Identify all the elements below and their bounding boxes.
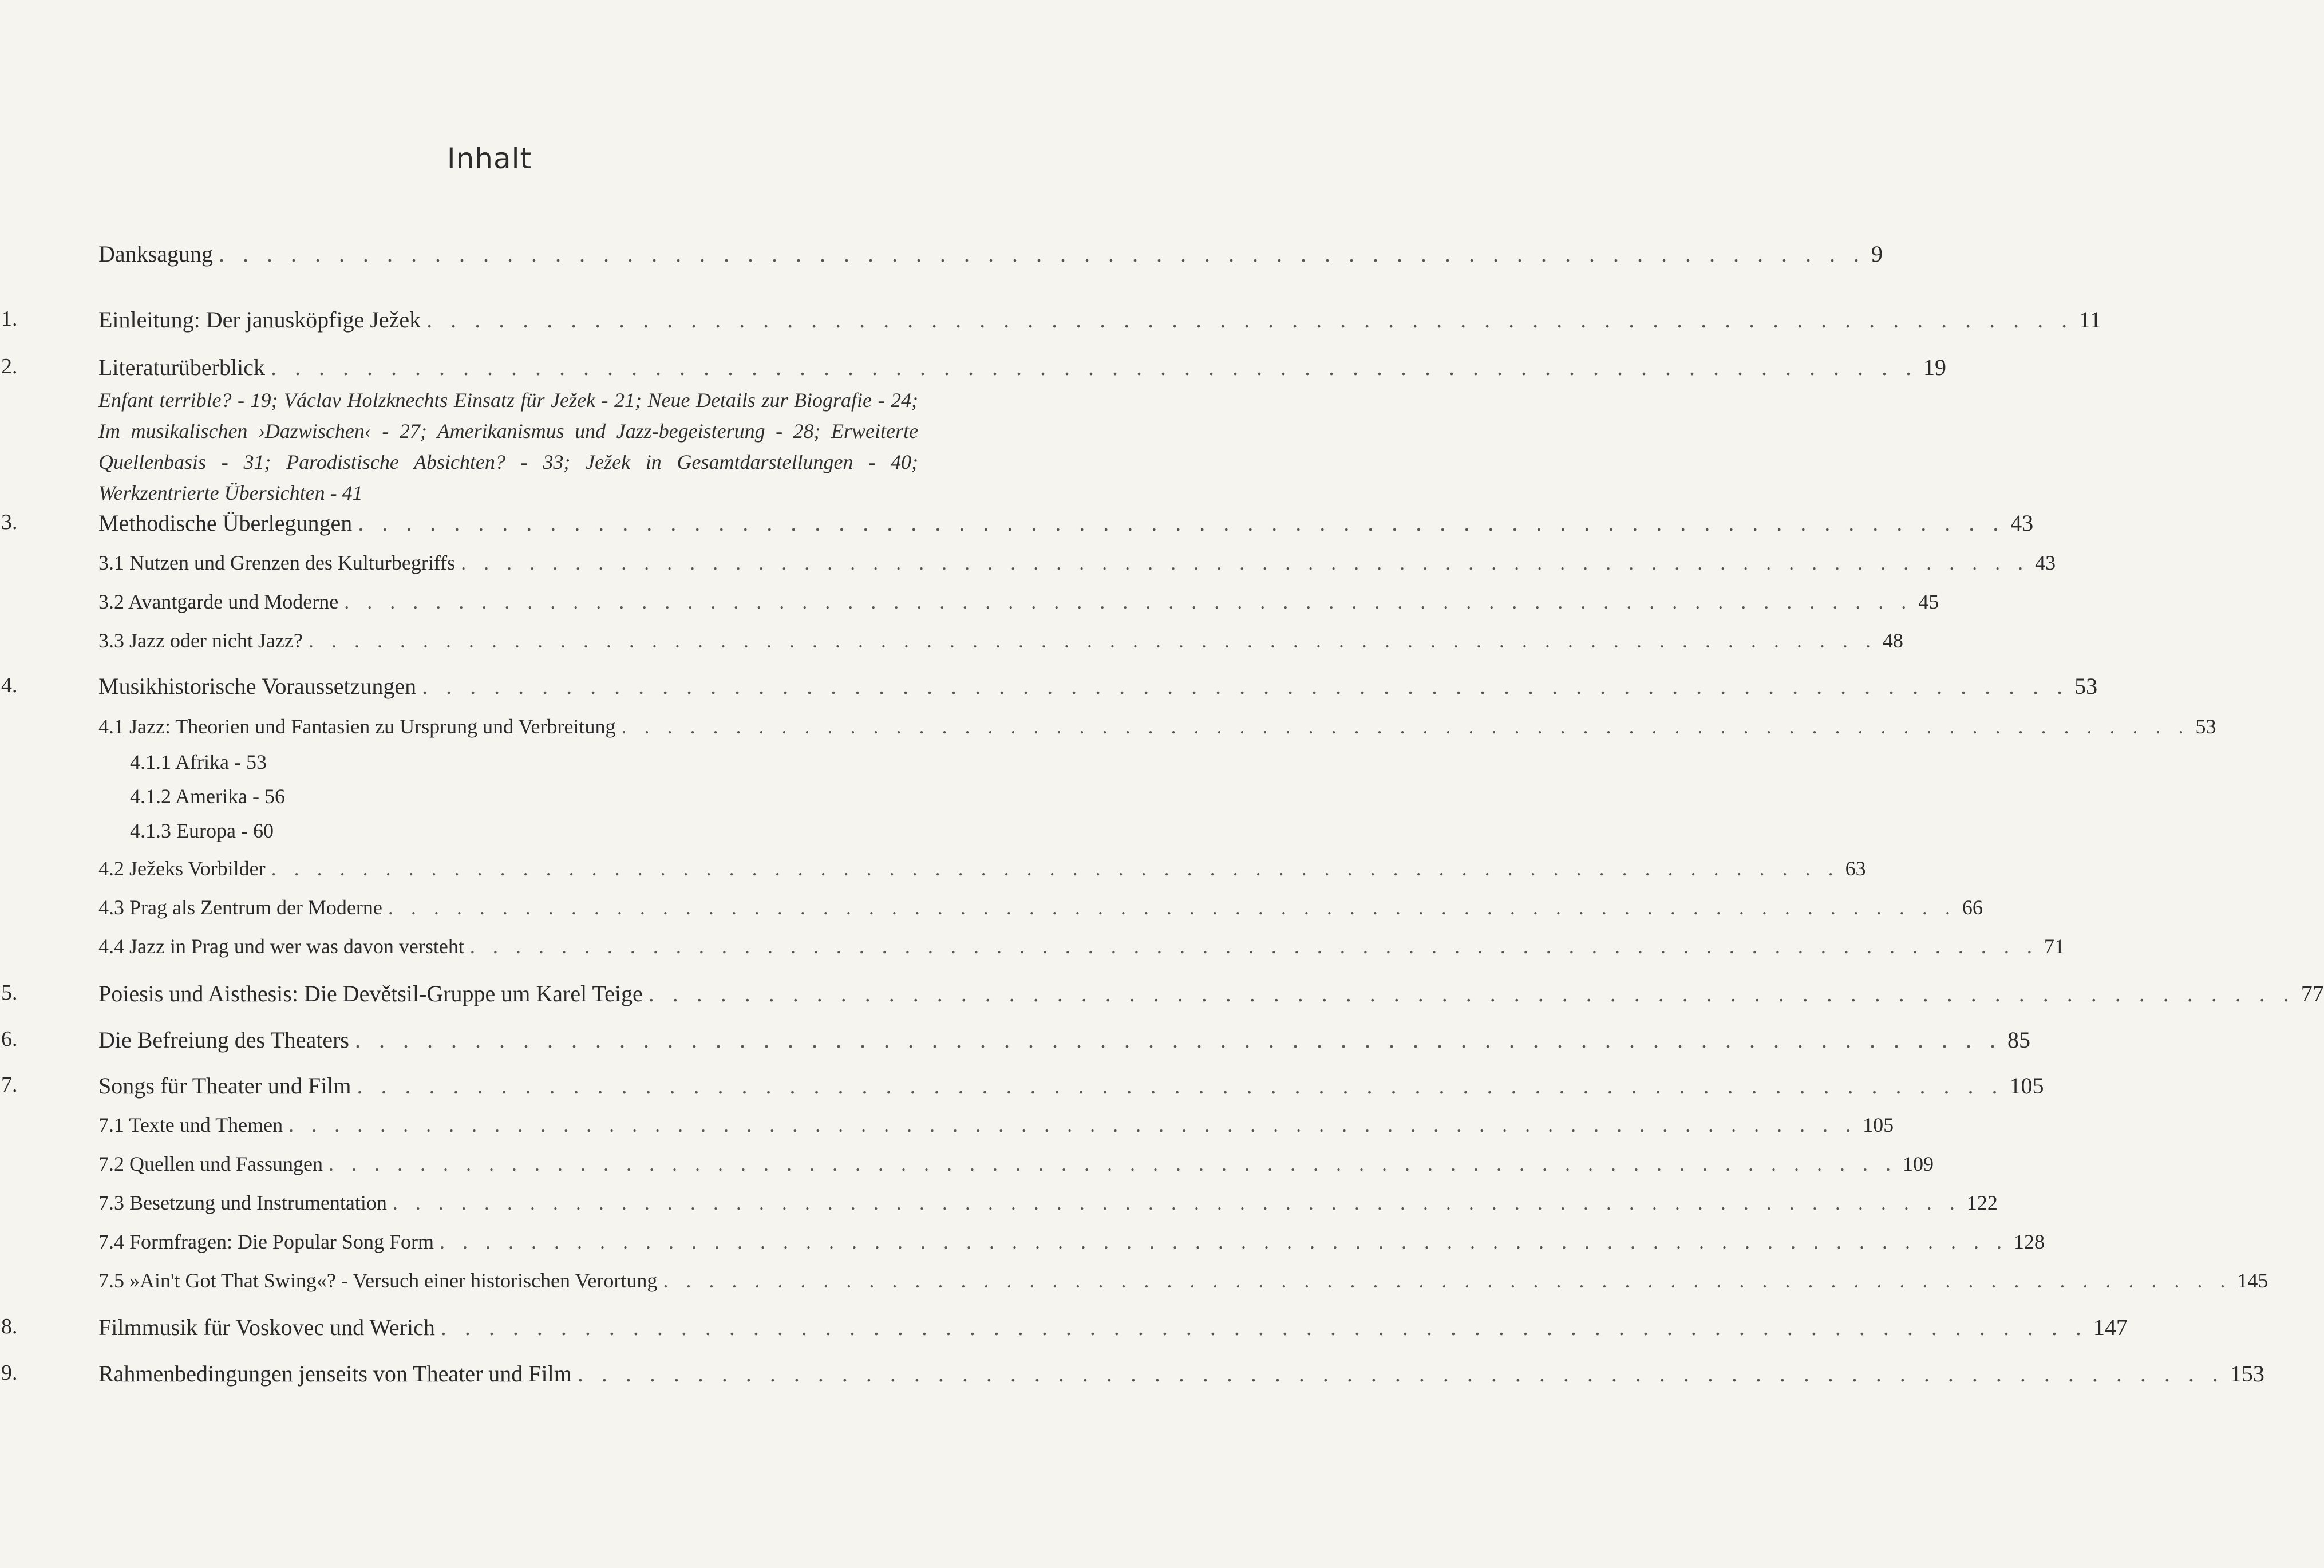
toc-entry-4-1-1: 4.1.1 Afrika - 53: [130, 751, 267, 773]
toc-entry-6: [1, 1026, 2030, 1061]
toc-page-number: 109: [1902, 1152, 1934, 1175]
toc-page-number: 147: [2093, 1314, 2128, 1340]
toc-leader: . . . . . . . . . . . . . . . . . . . . . . . . . . . . . . . . . . . . . . . . . . . . . . . . . . . . . . . . . . . . . . . . . . . . .: [355, 1027, 2002, 1053]
toc-entry-4-3: [98, 895, 1983, 930]
toc-leader: . . . . . . . . . . . . . . . . . . . . . . . . . . . . . . . . . . . . . . . . . . . . . . . . . . . . . . . . . . . . . . . . . . . . .: [344, 590, 1913, 613]
toc-label: 7.2 Quellen und Fassungen: [98, 1152, 323, 1175]
toc-leader: . . . . . . . . . . . . . . . . . . . . . . . . . . . . . . . . . . . . . . . . . . . . . . . . . . . . . . . . . . . . . . . . . . . . .: [308, 629, 1877, 652]
toc-leader: . . . . . . . . . . . . . . . . . . . . . . . . . . . . . . . . . . . . . . . . . . . . . . . . . . . . . . . . . . . . . . . . . . . . .: [328, 1152, 1897, 1175]
toc-leader: . . . . . . . . . . . . . . . . . . . . . . . . . . . . . . . . . . . . . . . . . . . . . . . . . . . . . . . . . . . . . . . . . . . . .: [440, 1314, 2088, 1340]
toc-page-number: 105: [2009, 1073, 2044, 1099]
toc-leader: . . . . . . . . . . . . . . . . . . . . . . . . . . . . . . . . . . . . . . . . . . . . . . . . . . . . . . . . . . . . . . . . . . . . .: [469, 935, 2038, 958]
toc-number: 2.: [1, 354, 18, 378]
toc-leader: . . . . . . . . . . . . . . . . . . . . . . . . . . . . . . . . . . . . . . . . . . . . . . . . . . . . . . . . . . . . . . . . . . . . .: [439, 1230, 2008, 1253]
toc-number: 7.: [1, 1073, 18, 1097]
toc-entry-3: [1, 509, 2034, 544]
toc-label: 4.1 Jazz: Theorien und Fantasien zu Ursprung und Verbreitung: [98, 715, 616, 738]
toc-leader: . . . . . . . . . . . . . . . . . . . . . . . . . . . . . . . . . . . . . . . . . . . . . . . . . . . . . . . . . . . . . . . . . . . . .: [663, 1269, 2232, 1292]
toc-entry-3-2: [98, 590, 1939, 624]
toc-label: 3.1 Nutzen und Grenzen des Kulturbegriffs: [98, 551, 456, 574]
toc-number: 4.: [1, 673, 18, 697]
toc-leader: . . . . . . . . . . . . . . . . . . . . . . . . . . . . . . . . . . . . . . . . . . . . . . . . . . . . . . . . . . . . . . . . . . . . .: [392, 1191, 1961, 1214]
toc-page-number: 43: [2010, 510, 2034, 536]
toc-page-number: 53: [2074, 673, 2098, 699]
toc-leader: . . . . . . . . . . . . . . . . . . . . . . . . . . . . . . . . . . . . . . . . . . . . . . . . . . . . . . . . . . . . . . . . . . . . .: [388, 896, 1957, 919]
toc-entry-4: [1, 673, 2098, 707]
toc-page-number: 11: [2079, 307, 2101, 333]
toc-page-number: 71: [2044, 935, 2065, 958]
toc-leader: . . . . . . . . . . . . . . . . . . . . . . . . . . . . . . . . . . . . . . . . . . . . . . . . . . . . . . . . . . . . . . . . . . . . .: [288, 1113, 1857, 1136]
toc-number: 1.: [1, 307, 18, 331]
toc-entry-danksagung: [98, 240, 1883, 275]
toc-label: Methodische Überlegungen: [98, 510, 353, 536]
toc-page-number: 77: [2301, 981, 2324, 1006]
toc-entry-1: [1, 306, 2101, 341]
toc-entry-2: [1, 354, 1946, 388]
toc-entry-4-4: [98, 934, 2065, 969]
toc-page-number: 105: [1863, 1113, 1894, 1136]
toc-entry-4-1: [98, 714, 2216, 749]
toc-page-number: 128: [2013, 1230, 2045, 1253]
toc-label: Poiesis und Aisthesis: Die Devětsil-Gruppe um Karel Teige: [98, 981, 643, 1006]
toc-label: Danksagung: [98, 241, 213, 267]
toc-page-number: 153: [2230, 1361, 2264, 1387]
toc-leader: . . . . . . . . . . . . . . . . . . . . . . . . . . . . . . . . . . . . . . . . . . . . . . . . . . . . . . . . . . . . . . . . . . . . .: [621, 715, 2190, 738]
toc-page-number: 122: [1966, 1191, 1998, 1214]
toc-label: 7.5 »Ain't Got That Swing«? - Versuch einer historischen Verortung: [98, 1269, 658, 1292]
toc-page-number: 9: [1871, 241, 1883, 267]
toc-number: 3.: [1, 510, 18, 534]
page-title: Inhalt: [446, 142, 532, 175]
toc-entry-7-2: [98, 1152, 1934, 1186]
toc-entry-3-1: [98, 551, 2056, 585]
toc-page-number: 66: [1962, 896, 1983, 919]
toc-label: 4.2 Ježeks Vorbilder: [98, 857, 266, 880]
toc-number: 6.: [1, 1027, 18, 1051]
toc-page-number: 63: [1845, 857, 1866, 880]
toc-number: 5.: [1, 981, 18, 1005]
toc-entry-7-5: [98, 1269, 2268, 1303]
toc-page-number: 43: [2035, 551, 2056, 574]
toc-entry-9: [1, 1360, 2264, 1395]
toc-label: Rahmenbedingungen jenseits von Theater und Film: [98, 1361, 572, 1387]
toc-entry-5: [1, 980, 2324, 1014]
toc-page-number: 53: [2195, 715, 2216, 738]
toc-leader: . . . . . . . . . . . . . . . . . . . . . . . . . . . . . . . . . . . . . . . . . . . . . . . . . . . . . . . . . . . . . . . . . . . . .: [358, 510, 2005, 536]
toc-entry-4-1-2: 4.1.2 Amerika - 56: [130, 785, 285, 808]
toc-entry-4-1-3: 4.1.3 Europa - 60: [130, 819, 274, 842]
toc-label: Einleitung: Der janusköpfige Ježek: [98, 307, 421, 333]
toc-label: 3.3 Jazz oder nicht Jazz?: [98, 629, 303, 652]
toc-leader: . . . . . . . . . . . . . . . . . . . . . . . . . . . . . . . . . . . . . . . . . . . . . . . . . . . . . . . . . . . . . . . . . . . . .: [218, 241, 1865, 267]
toc-entry-4-2: [98, 856, 1866, 891]
toc-leader: . . . . . . . . . . . . . . . . . . . . . . . . . . . . . . . . . . . . . . . . . . . . . . . . . . . . . . . . . . . . . . . . . . . . .: [271, 857, 1840, 880]
toc-entry-8: [1, 1314, 2128, 1348]
toc-number: 8.: [1, 1314, 18, 1338]
toc-leader: . . . . . . . . . . . . . . . . . . . . . . . . . . . . . . . . . . . . . . . . . . . . . . . . . . . . . . . . . . . . . . . . . . . . .: [648, 981, 2295, 1006]
toc-entry-7: [1, 1072, 2044, 1107]
toc-entry-7-3: [98, 1191, 1998, 1225]
toc-leader: . . . . . . . . . . . . . . . . . . . . . . . . . . . . . . . . . . . . . . . . . . . . . . . . . . . . . . . . . . . . . . . . . . . . .: [357, 1073, 2004, 1099]
toc-label: 4.3 Prag als Zentrum der Moderne: [98, 896, 382, 919]
toc-entry-7-1: [98, 1113, 1894, 1147]
toc-entry-3-3: [98, 629, 1903, 663]
toc-label: 7.4 Formfragen: Die Popular Song Form: [98, 1230, 434, 1253]
toc-leader: . . . . . . . . . . . . . . . . . . . . . . . . . . . . . . . . . . . . . . . . . . . . . . . . . . . . . . . . . . . . . . . . . . . . .: [270, 354, 1918, 380]
toc-leader: . . . . . . . . . . . . . . . . . . . . . . . . . . . . . . . . . . . . . . . . . . . . . . . . . . . . . . . . . . . . . . . . . . . . .: [577, 1361, 2224, 1387]
toc-entry-7-4: [98, 1230, 2045, 1264]
toc-label: Musikhistorische Voraussetzungen: [98, 673, 417, 699]
toc-label: Die Befreiung des Theaters: [98, 1027, 349, 1053]
toc-page-number: 19: [1923, 354, 1946, 380]
toc-label: 7.1 Texte und Themen: [98, 1113, 283, 1136]
toc-label: Songs für Theater und Film: [98, 1073, 351, 1099]
toc-subsections-2: Enfant terrible? - 19; Václav Holzknechts Einsatz für Ježek - 21; Neue Details zur Biografie - 24; Im musikalischen ›Dazwischen‹ - 27; Amerikanismus und Jazz-begeisterung - 28; Erweiterte Quellenbasis - 31; Parodistische Absichten? - 33; Ježek in Gesamtdarstellungen - 40; Werkzentrierte Übersichten - 41: [98, 389, 918, 504]
toc-label: 3.2 Avantgarde und Moderne: [98, 590, 339, 613]
toc-leader: . . . . . . . . . . . . . . . . . . . . . . . . . . . . . . . . . . . . . . . . . . . . . . . . . . . . . . . . . . . . . . . . . . . . .: [461, 551, 2030, 574]
toc-page-number: 145: [2237, 1269, 2268, 1292]
toc-leader: . . . . . . . . . . . . . . . . . . . . . . . . . . . . . . . . . . . . . . . . . . . . . . . . . . . . . . . . . . . . . . . . . . . . .: [422, 673, 2069, 699]
toc-leader: . . . . . . . . . . . . . . . . . . . . . . . . . . . . . . . . . . . . . . . . . . . . . . . . . . . . . . . . . . . . . . . . . . . . .: [426, 307, 2074, 333]
toc-label: Filmmusik für Voskovec und Werich: [98, 1314, 435, 1340]
toc-label: 7.3 Besetzung und Instrumentation: [98, 1191, 387, 1214]
toc-page-number: 48: [1882, 629, 1903, 652]
toc-label: Literaturüberblick: [98, 354, 265, 380]
toc-page-number: 85: [2007, 1027, 2030, 1053]
toc-label: 4.4 Jazz in Prag und wer was davon versteht: [98, 935, 464, 958]
toc-number: 9.: [1, 1361, 18, 1385]
toc-page-number: 45: [1918, 590, 1939, 613]
